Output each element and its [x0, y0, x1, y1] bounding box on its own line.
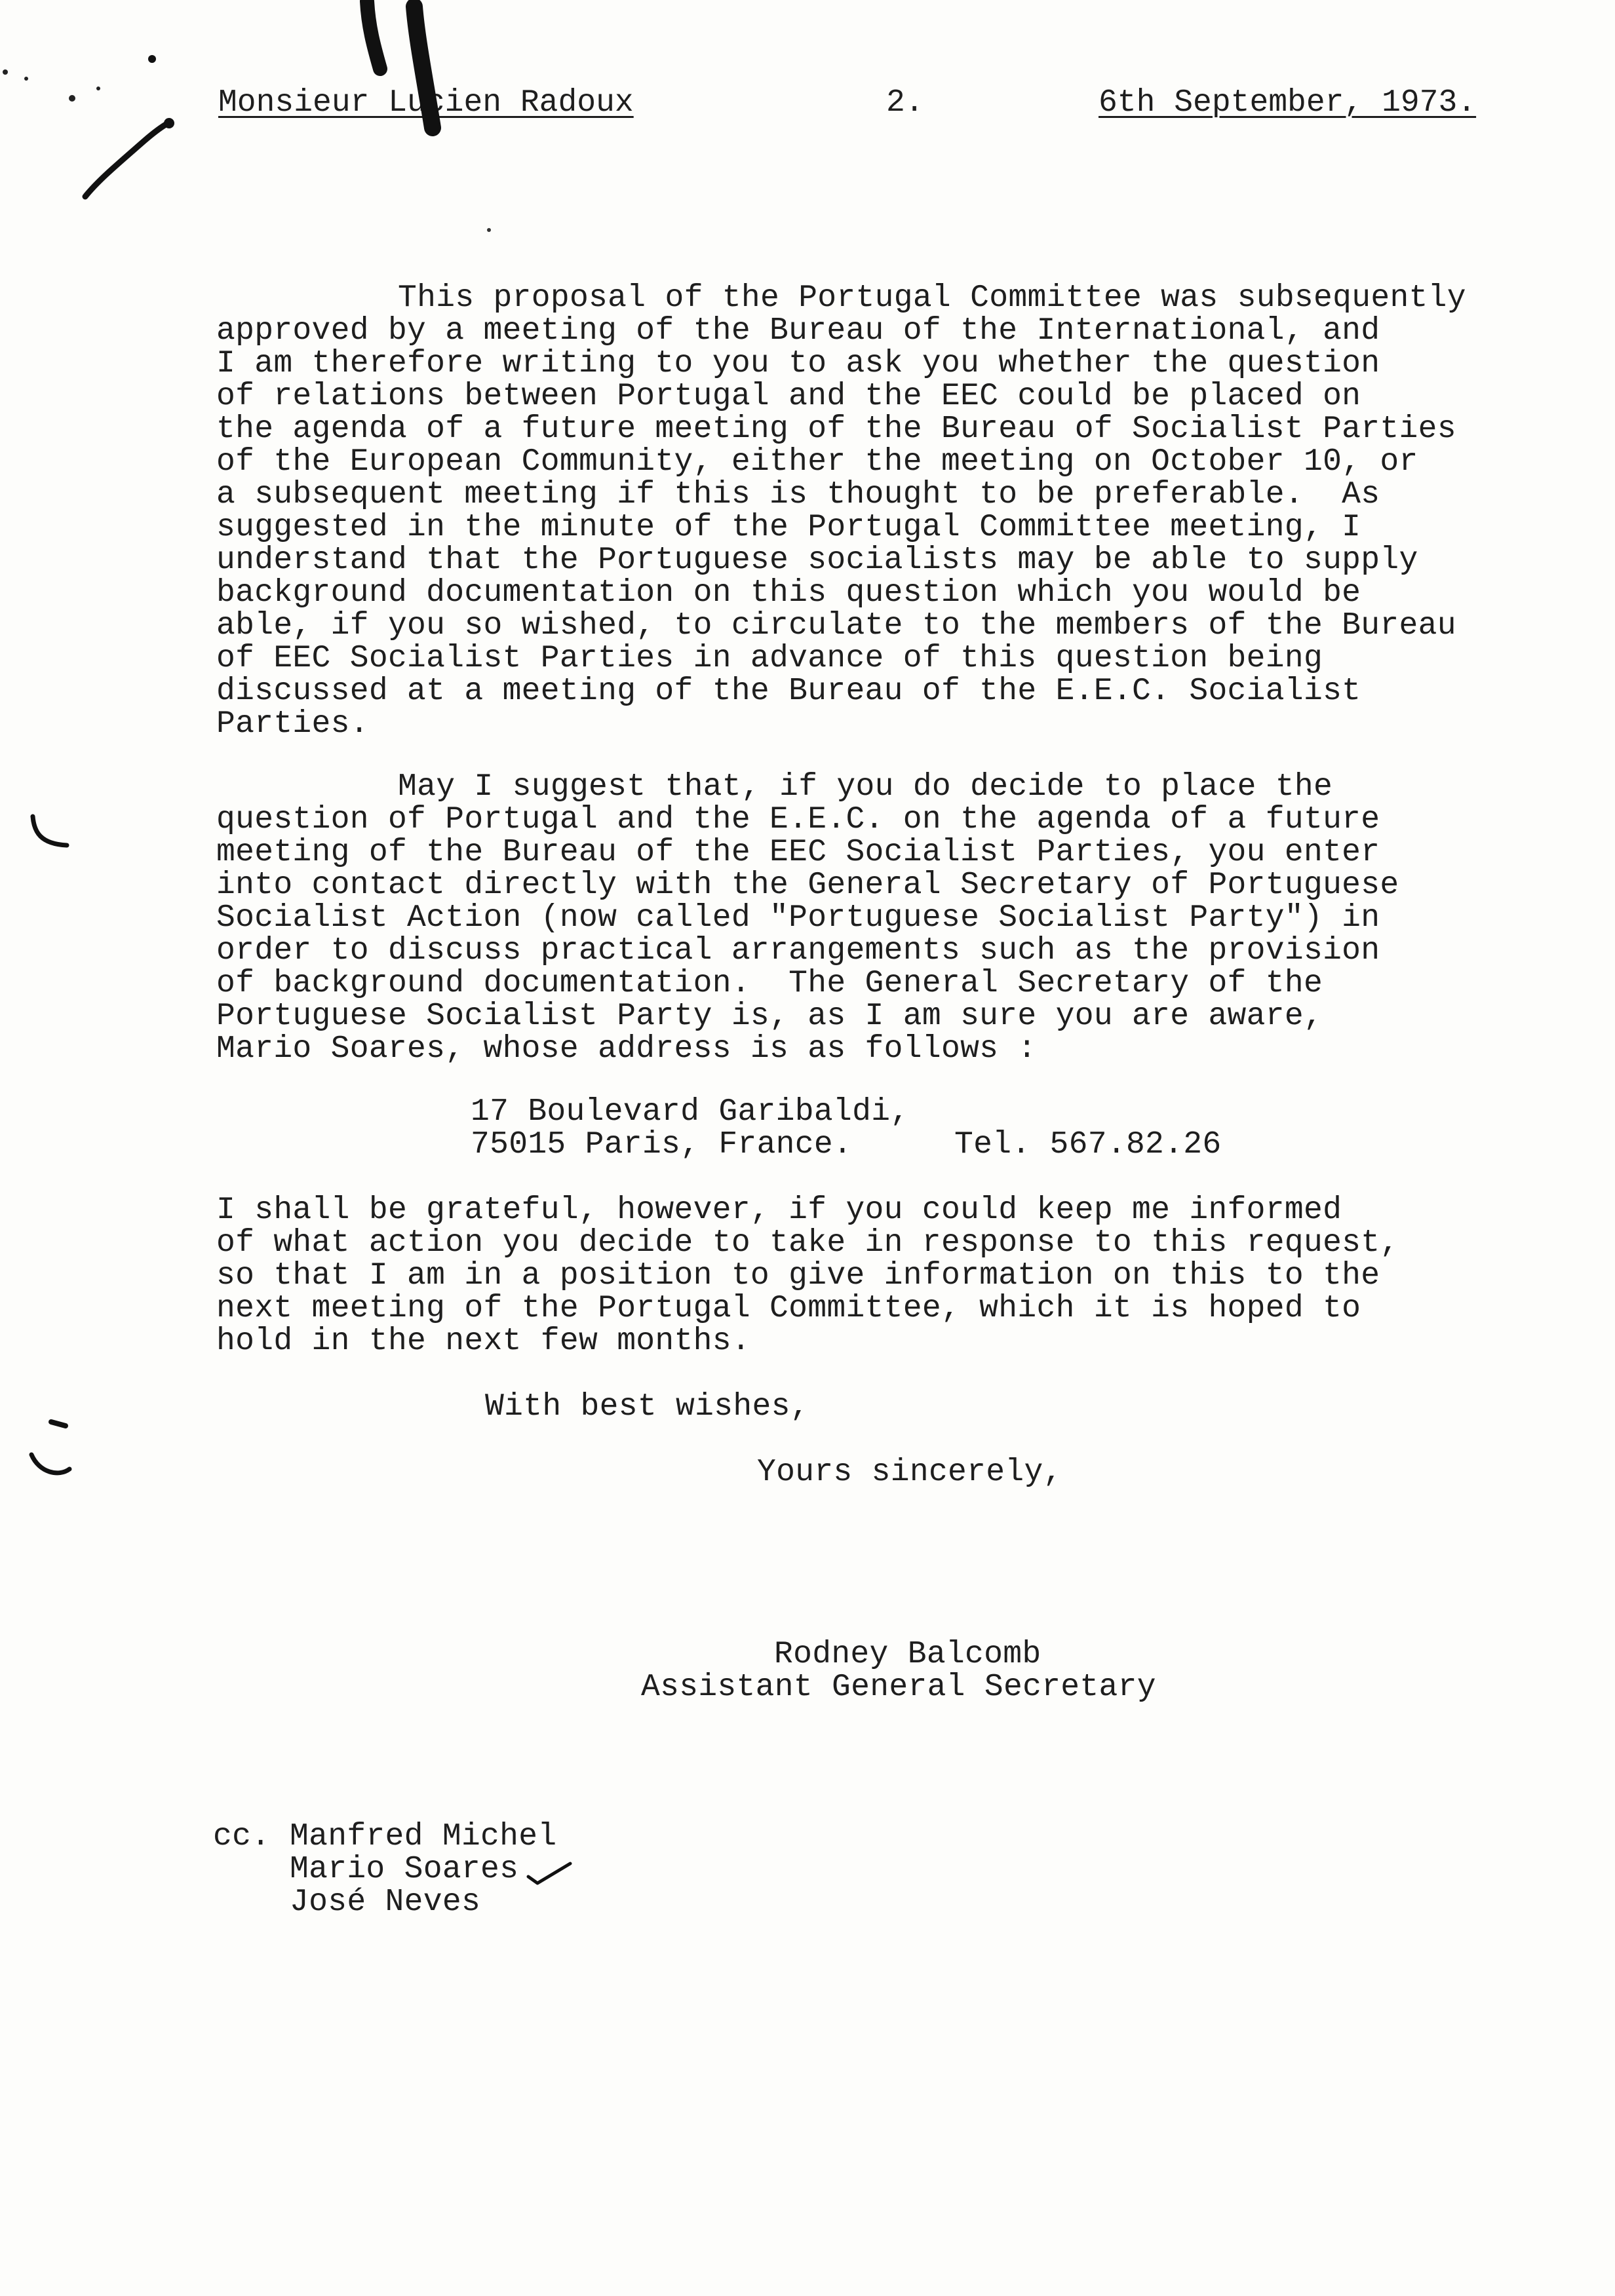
- text-line: discussed at a meeting of the Bureau of the E.E.C. Socialist: [216, 674, 1361, 709]
- text-line: understand that the Portuguese socialists may be able to supply: [216, 543, 1418, 578]
- text-line: Socialist Action (now called "Portuguese Socialist Party") in: [216, 900, 1380, 936]
- text-line: May I suggest that, if you do decide to place the: [398, 769, 1333, 805]
- address-telephone: Tel. 567.82.26: [954, 1127, 1222, 1162]
- text-line: the agenda of a future meeting of the Bureau of Socialist Parties: [216, 411, 1456, 447]
- text-line: I shall be grateful, however, if you could keep me informed: [216, 1193, 1342, 1228]
- handwritten-pen-stroke: [79, 118, 177, 203]
- letter-date: 6th September, 1973.: [1099, 85, 1477, 121]
- text-line: of relations between Portugal and the EEC could be placed on: [216, 379, 1361, 414]
- text-line: into contact directly with the General Secretary of Portuguese: [216, 868, 1399, 903]
- closing-wishes: With best wishes,: [485, 1389, 809, 1425]
- signer-name: Rodney Balcomb: [774, 1637, 1041, 1672]
- text-line: Parties.: [216, 706, 369, 742]
- closing-sign-off: Yours sincerely,: [757, 1455, 1062, 1490]
- address-street: 17 Boulevard Garibaldi,: [471, 1094, 910, 1130]
- text-line: of background documentation. The General Secretary of the: [216, 966, 1323, 1001]
- punch-hole-mark: [26, 1409, 85, 1487]
- ink-specks: [0, 52, 170, 111]
- text-line: This proposal of the Portugal Committee was subsequently: [398, 280, 1466, 316]
- text-line: able, if you so wished, to circulate to the members of the Bureau: [216, 608, 1456, 643]
- text-line: approved by a meeting of the Bureau of the International, and: [216, 313, 1380, 349]
- handwritten-check-mark: [524, 1861, 577, 1887]
- text-line: hold in the next few months.: [216, 1324, 750, 1359]
- text-line: of EEC Socialist Parties in advance of this question being: [216, 641, 1323, 676]
- text-line: suggested in the minute of the Portugal Committee meeting, I: [216, 510, 1361, 545]
- handwritten-double-slash-mark: [354, 0, 459, 138]
- text-line: a subsequent meeting if this is thought to be preferable. As: [216, 477, 1380, 512]
- text-line: Portuguese Socialist Party is, as I am sure you are aware,: [216, 999, 1323, 1034]
- cc-label: cc.: [213, 1819, 271, 1854]
- text-line: so that I am in a position to give information on this to the: [216, 1258, 1380, 1293]
- text-line: order to discuss practical arrangements such as the provision: [216, 933, 1380, 968]
- text-line: background documentation on this question which you would be: [216, 575, 1361, 611]
- page-number: 2.: [886, 85, 924, 121]
- text-line: of the European Community, either the meeting on October 10, or: [216, 444, 1418, 480]
- text-line: I am therefore writing to you to ask you whether the question: [216, 346, 1380, 381]
- cc-recipient: Manfred Michel: [290, 1819, 557, 1854]
- text-line: of what action you decide to take in response to this request,: [216, 1225, 1399, 1261]
- signer-title: Assistant General Secretary: [641, 1670, 1156, 1705]
- cc-recipient: José Neves: [290, 1885, 481, 1920]
- text-line: question of Portugal and the E.E.C. on the agenda of a future: [216, 802, 1380, 837]
- punch-hole-mark: [28, 813, 80, 858]
- address-city: 75015 Paris, France.: [471, 1127, 853, 1162]
- ink-speck: [485, 226, 498, 239]
- recipient-header: Monsieur Lucien Radoux: [218, 85, 634, 121]
- text-line: Mario Soares, whose address is as follows :: [216, 1031, 1037, 1067]
- cc-recipient: Mario Soares: [290, 1852, 519, 1887]
- text-line: next meeting of the Portugal Committee, which it is hoped to: [216, 1291, 1361, 1326]
- text-line: meeting of the Bureau of the EEC Socialist Parties, you enter: [216, 835, 1380, 870]
